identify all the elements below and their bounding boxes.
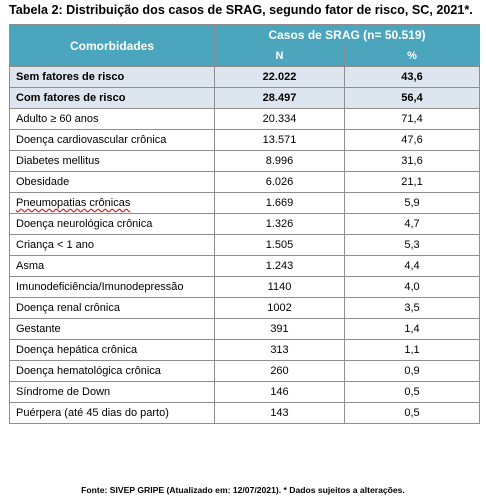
row-n: 313 (215, 340, 345, 361)
risk-factor-table (9, 24, 480, 424)
row-label (10, 193, 215, 214)
row-pct: 21,1 (345, 172, 480, 193)
row-label: Doença hematológica crônica (10, 361, 215, 382)
row-n: 1.326 (215, 214, 345, 235)
header-pct: % (345, 46, 480, 67)
group-row (10, 88, 480, 109)
row-pct: 1,1 (345, 340, 480, 361)
row-pct: 5,9 (345, 193, 480, 214)
table-row (10, 403, 480, 424)
row-pct: 0,9 (345, 361, 480, 382)
table-row (10, 382, 480, 403)
row-label: Asma (10, 256, 215, 277)
row-pct: 1,4 (345, 319, 480, 340)
table-row (10, 151, 480, 172)
row-pct: 0,5 (345, 403, 480, 424)
row-pct: 4,4 (345, 256, 480, 277)
table-row (10, 277, 480, 298)
header-comorbidades: Comorbidades (10, 25, 215, 67)
row-n: 1.505 (215, 235, 345, 256)
row-label: Síndrome de Down (10, 382, 215, 403)
row-n: 391 (215, 319, 345, 340)
row-n: 8.996 (215, 151, 345, 172)
table-row (10, 130, 480, 151)
group-n: 22.022 (215, 67, 345, 88)
table-title: Tabela 2: Distribuição dos casos de SRAG, segundo fator de risco, SC, 2021*. (9, 3, 473, 17)
row-n: 1.243 (215, 256, 345, 277)
row-label: Doença cardiovascular crônica (10, 130, 215, 151)
group-row (10, 67, 480, 88)
row-n: 6.026 (215, 172, 345, 193)
row-n: 260 (215, 361, 345, 382)
row-label: Adulto ≥ 60 anos (10, 109, 215, 130)
table-row (10, 109, 480, 130)
row-pct: 47,6 (345, 130, 480, 151)
row-pct: 31,6 (345, 151, 480, 172)
row-pct: 3,5 (345, 298, 480, 319)
group-n: 28.497 (215, 88, 345, 109)
row-pct: 4,7 (345, 214, 480, 235)
table-row (10, 319, 480, 340)
table-row (10, 172, 480, 193)
table-row (10, 235, 480, 256)
row-label: Doença renal crônica (10, 298, 215, 319)
row-pct: 0,5 (345, 382, 480, 403)
row-n: 1.669 (215, 193, 345, 214)
group-pct: 43,6 (345, 67, 480, 88)
row-pct: 5,3 (345, 235, 480, 256)
row-n: 146 (215, 382, 345, 403)
row-pct: 71,4 (345, 109, 480, 130)
row-label: Criança < 1 ano (10, 235, 215, 256)
table-row (10, 214, 480, 235)
table-row (10, 340, 480, 361)
header-casos-srag: Casos de SRAG (n= 50.519) (215, 25, 480, 46)
row-label: Doença neurológica crônica (10, 214, 215, 235)
row-pct: 4,0 (345, 277, 480, 298)
row-label: Obesidade (10, 172, 215, 193)
row-n: 1140 (215, 277, 345, 298)
row-label: Gestante (10, 319, 215, 340)
group-label: Com fatores de risco (10, 88, 215, 109)
header-n: N (215, 46, 345, 67)
table-row (10, 193, 480, 214)
row-n: 13.571 (215, 130, 345, 151)
table-row (10, 361, 480, 382)
row-n: 143 (215, 403, 345, 424)
row-n: 20.334 (215, 109, 345, 130)
table-row (10, 256, 480, 277)
group-pct: 56,4 (345, 88, 480, 109)
row-label: Diabetes mellitus (10, 151, 215, 172)
row-label: Doença hepática crônica (10, 340, 215, 361)
table-row (10, 298, 480, 319)
row-label-text: Pneumopatias crônicas (16, 197, 131, 209)
group-label: Sem fatores de risco (10, 67, 215, 88)
header-row (10, 25, 480, 46)
row-label: Imunodeficiência/Imunodepressão (10, 277, 215, 298)
row-n: 1002 (215, 298, 345, 319)
source-footnote: Fonte: SIVEP GRIPE (Atualizado em: 12/07/2021). * Dados sujeitos a alterações. (81, 485, 405, 495)
row-label: Puérpera (até 45 dias do parto) (10, 403, 215, 424)
